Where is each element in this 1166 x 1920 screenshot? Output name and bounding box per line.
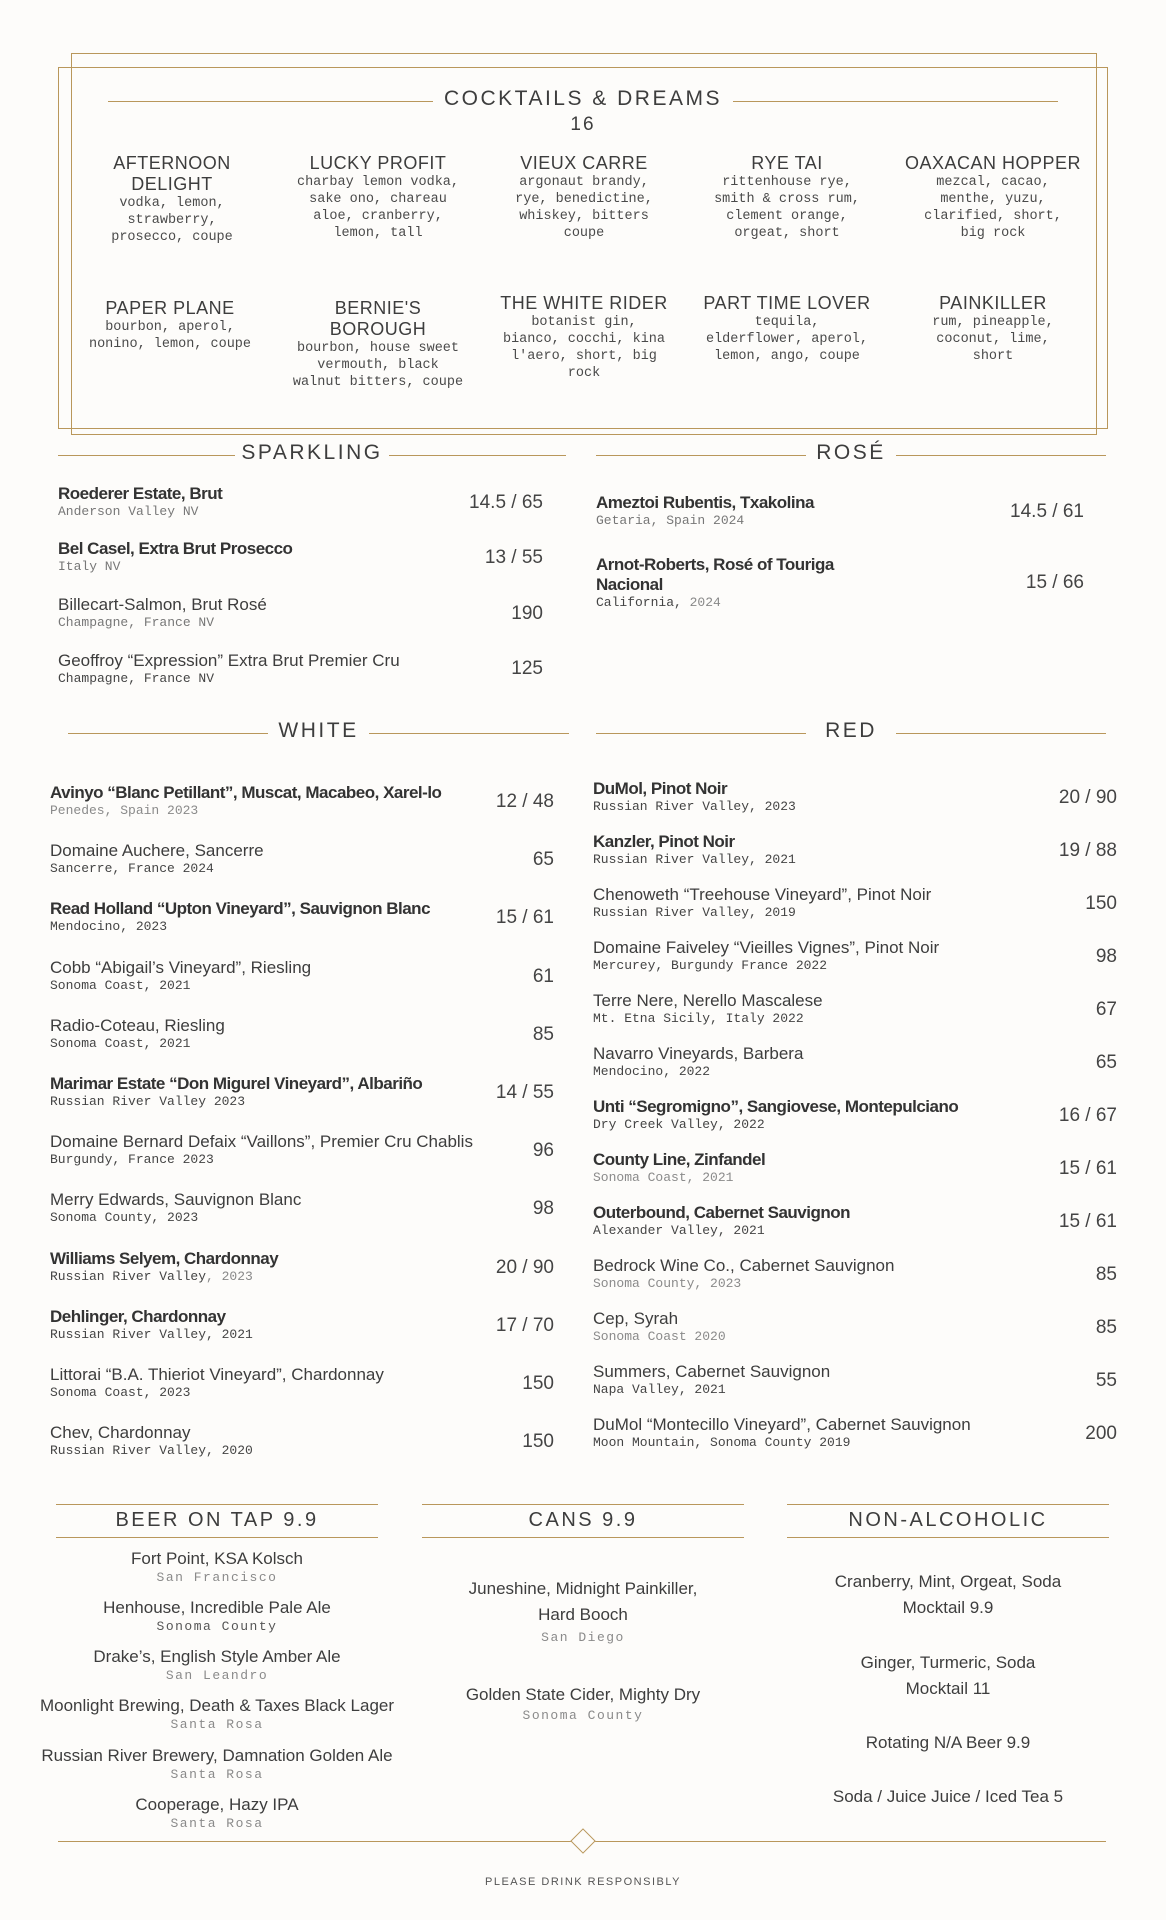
wine-item bbox=[593, 1256, 894, 1292]
wine-origin: Mendocino, 2023 bbox=[50, 919, 168, 935]
wine-price: 12 / 48 bbox=[495, 791, 554, 812]
na-name: Soda / Juice Juice / Iced Tea 5 bbox=[832, 1787, 1064, 1806]
cans-title: CANS 9.9 bbox=[528, 1509, 638, 1531]
cocktail-name: PAPER PLANE bbox=[105, 298, 235, 318]
cocktail-item bbox=[489, 293, 679, 382]
cocktail-desc: charbay lemon vodka, sake ono, chareau aloe, cranberry, lemon, tall bbox=[296, 175, 460, 241]
red-title: RED bbox=[825, 719, 877, 742]
wine-name: Billecart-Salmon, Brut Rosé bbox=[58, 595, 267, 614]
divider-line bbox=[369, 733, 569, 734]
wine-name: Arnot-Roberts, Rosé of Touriga bbox=[596, 555, 834, 574]
wine-item bbox=[50, 1423, 253, 1459]
wine-price: 17 / 70 bbox=[495, 1314, 554, 1336]
wine-item bbox=[50, 1307, 253, 1343]
beer-origin: Sonoma County bbox=[156, 1619, 278, 1634]
wine-name: Navarro Vineyards, Barbera bbox=[593, 1044, 804, 1063]
can-origin: San Diego bbox=[541, 1630, 625, 1645]
wine-name: Chev, Chardonnay bbox=[50, 1423, 191, 1443]
wine-item bbox=[58, 595, 267, 631]
cocktail-item bbox=[75, 298, 265, 353]
wine-price: 15 / 61 bbox=[1058, 1211, 1117, 1232]
wine-price: 13 / 55 bbox=[484, 547, 543, 568]
wine-price: 19 / 88 bbox=[1058, 840, 1117, 861]
wine-item bbox=[58, 484, 222, 520]
beer-name: Henhouse, Incredible Pale Ale bbox=[103, 1598, 331, 1617]
wine-price: 125 bbox=[511, 658, 543, 679]
wine-name: Chenoweth “Treehouse Vineyard”, Pinot Noir bbox=[593, 885, 932, 904]
wine-origin: Getaria, Spain 2024 bbox=[596, 513, 745, 528]
wine-price: 200 bbox=[1085, 1423, 1117, 1444]
wine-origin: Moon Mountain, Sonoma County 2019 bbox=[593, 1435, 851, 1450]
wine-price: 85 bbox=[1095, 1317, 1117, 1338]
wine-price: 16 / 67 bbox=[1058, 1105, 1117, 1126]
wine-item bbox=[50, 1074, 422, 1110]
na-item bbox=[787, 1569, 1109, 1621]
wine-item bbox=[50, 1016, 225, 1052]
wine-item bbox=[50, 958, 311, 994]
wine-item bbox=[593, 991, 823, 1027]
wine-item bbox=[593, 1362, 830, 1398]
beer-origin: Santa Rosa bbox=[170, 1717, 264, 1732]
wine-price: 150 bbox=[522, 1431, 554, 1453]
divider-line bbox=[596, 733, 806, 734]
wine-price: 190 bbox=[511, 603, 543, 624]
wine-price: 14.5 / 61 bbox=[1010, 501, 1084, 522]
can-item bbox=[422, 1576, 744, 1645]
divider-line bbox=[422, 1504, 744, 1505]
wine-price: 15 / 61 bbox=[1058, 1158, 1117, 1179]
cocktail-name: PAINKILLER bbox=[939, 293, 1047, 313]
wine-origin: Champagne, France NV bbox=[58, 615, 215, 630]
wine-price: 150 bbox=[522, 1373, 554, 1394]
cocktail-desc: argonaut brandy, rye, benedictine, whiskey, bitters coupe bbox=[515, 175, 653, 241]
beer-item bbox=[36, 1695, 398, 1732]
wine-origin-region: California, bbox=[596, 595, 682, 610]
divider-line bbox=[56, 1504, 378, 1505]
cocktails-price: 16 bbox=[570, 114, 596, 135]
wine-origin: Sonoma Coast, 2021 bbox=[50, 1035, 191, 1051]
wine-item bbox=[50, 1249, 278, 1285]
divider-line bbox=[68, 733, 268, 734]
cocktail-item bbox=[898, 153, 1088, 242]
beer-item bbox=[36, 1597, 398, 1634]
wine-name: Ameztoi Rubentis, Txakolina bbox=[596, 493, 814, 512]
divider-line bbox=[787, 1504, 1109, 1505]
wine-name: Geoffroy “Expression” Extra Brut Premier Cru bbox=[58, 651, 400, 670]
wine-name: Merry Edwards, Sauvignon Blanc bbox=[50, 1190, 302, 1210]
wine-origin: Napa Valley, 2021 bbox=[593, 1382, 726, 1397]
cocktail-name: BERNIE'S BOROUGH bbox=[329, 298, 427, 339]
wine-item bbox=[50, 1365, 384, 1401]
wine-item bbox=[593, 1415, 971, 1451]
sparkling-title: SPARKLING bbox=[241, 441, 383, 464]
na-name: Cranberry, Mint, Orgeat, Soda bbox=[834, 1572, 1062, 1591]
wine-name: Dehlinger, Chardonnay bbox=[50, 1306, 226, 1326]
wine-name: Roederer Estate, Brut bbox=[58, 484, 223, 503]
wine-name: Bedrock Wine Co., Cabernet Sauvignon bbox=[593, 1256, 895, 1275]
wine-item bbox=[593, 1203, 850, 1239]
divider-line bbox=[389, 455, 566, 456]
wine-price: 65 bbox=[1095, 1052, 1117, 1073]
divider-line bbox=[58, 455, 235, 456]
beer-name: Fort Point, KSA Kolsch bbox=[131, 1549, 303, 1568]
na-price: Mocktail 11 bbox=[905, 1679, 991, 1698]
wine-origin: Sonoma Coast, 2021 bbox=[50, 977, 191, 993]
wine-price: 14.5 / 65 bbox=[469, 492, 543, 513]
wine-origin: Russian River Valley, 2020 bbox=[50, 1443, 253, 1459]
wine-name-cont: Nacional bbox=[596, 575, 663, 594]
cocktail-desc: bourbon, aperol, nonino, lemon, coupe bbox=[88, 320, 252, 352]
cocktail-desc: botanist gin, bianco, cocchi, kina l'aero, short, big rock bbox=[502, 315, 666, 381]
wine-name: Littorai “B.A. Thieriot Vineyard”, Chardonnay bbox=[50, 1365, 384, 1384]
cocktail-item bbox=[283, 153, 473, 242]
beer-item bbox=[36, 1794, 398, 1831]
rose-title: ROSÉ bbox=[816, 441, 886, 464]
cocktail-item bbox=[77, 153, 267, 246]
wine-name: Cep, Syrah bbox=[593, 1309, 679, 1328]
can-item bbox=[422, 1682, 744, 1723]
wine-price: 15 / 66 bbox=[1025, 572, 1084, 593]
na-price: Mocktail 9.9 bbox=[902, 1598, 994, 1617]
wine-origin: Mt. Etna Sicily, Italy 2022 bbox=[593, 1011, 804, 1026]
wine-origin: Dry Creek Valley, 2022 bbox=[593, 1117, 765, 1132]
wine-name: Domaine Auchere, Sancerre bbox=[50, 841, 264, 861]
wine-item bbox=[50, 1190, 301, 1226]
wine-item bbox=[50, 899, 430, 935]
wine-item bbox=[596, 493, 814, 529]
wine-price: 65 bbox=[532, 849, 554, 871]
wine-origin: Russian River Valley, 2021 bbox=[593, 852, 796, 867]
wine-price: 14 / 55 bbox=[495, 1082, 554, 1103]
wine-origin: Russian River Valley, 2019 bbox=[593, 905, 796, 920]
wine-price: 55 bbox=[1095, 1370, 1117, 1391]
wine-item bbox=[593, 885, 931, 921]
wine-item bbox=[593, 1150, 765, 1186]
beer-origin: Santa Rosa bbox=[170, 1816, 264, 1831]
wine-origin: Sonoma Coast, 2023 bbox=[50, 1385, 191, 1400]
can-name: Golden State Cider, Mighty Dry bbox=[465, 1685, 701, 1704]
wine-price: 67 bbox=[1095, 999, 1117, 1020]
wine-origin: Mercurey, Burgundy France 2022 bbox=[593, 958, 828, 973]
divider-line bbox=[896, 733, 1106, 734]
cocktail-name: OAXACAN HOPPER bbox=[904, 153, 1082, 173]
wine-name: Read Holland “Upton Vineyard”, Sauvignon Blanc bbox=[50, 899, 431, 919]
wine-item bbox=[58, 651, 400, 687]
wine-origin: Sancerre, France 2024 bbox=[50, 861, 214, 877]
wine-origin-region: Russian River Valley bbox=[50, 1268, 207, 1284]
divider-line bbox=[596, 455, 806, 456]
wine-name: Avinyo “Blanc Petillant”, Muscat, Macabeo, Xarel-lo bbox=[50, 783, 442, 802]
wine-item bbox=[58, 539, 292, 575]
wine-price: 20 / 90 bbox=[1058, 787, 1117, 808]
wine-item bbox=[593, 779, 796, 815]
wine-name: Kanzler, Pinot Noir bbox=[593, 832, 735, 851]
diamond-ornament-icon bbox=[570, 1828, 595, 1853]
wine-name: DuMol “Montecillo Vineyard”, Cabernet Sauvignon bbox=[593, 1415, 971, 1434]
wine-origin: Mendocino, 2022 bbox=[593, 1064, 711, 1079]
wine-item bbox=[593, 938, 939, 974]
wine-name: DuMol, Pinot Noir bbox=[593, 779, 728, 798]
beer-item bbox=[36, 1745, 398, 1782]
wine-origin: Russian River Valley, 2023 bbox=[593, 799, 796, 814]
cocktail-item bbox=[489, 153, 679, 242]
cocktail-desc: rum, pineapple, coconut, lime, short bbox=[932, 315, 1054, 364]
wine-name: Terre Nere, Nerello Mascalese bbox=[593, 991, 823, 1010]
wine-name: Summers, Cabernet Sauvignon bbox=[593, 1362, 831, 1381]
wine-price: 20 / 90 bbox=[495, 1256, 554, 1278]
footer-note: PLEASE DRINK RESPONSIBLY bbox=[485, 1876, 681, 1888]
wine-name: Domaine Bernard Defaix “Vaillons”, Premier Cru Chablis bbox=[50, 1132, 473, 1152]
wine-item bbox=[593, 1044, 803, 1080]
wine-name: Domaine Faiveley “Vieilles Vignes”, Pinot Noir bbox=[593, 938, 940, 957]
cocktail-desc: tequila, elderflower, aperol, lemon, ango, coupe bbox=[705, 315, 869, 364]
beer-name: Moonlight Brewing, Death & Taxes Black Lager bbox=[39, 1696, 395, 1715]
beer-item bbox=[36, 1646, 398, 1683]
wine-name: Outerbound, Cabernet Sauvignon bbox=[593, 1203, 851, 1222]
wine-origin: Anderson Valley NV bbox=[58, 504, 199, 519]
wine-item bbox=[593, 1097, 958, 1133]
divider-line bbox=[422, 1537, 744, 1538]
divider-line bbox=[56, 1537, 378, 1538]
na-name: Rotating N/A Beer 9.9 bbox=[865, 1733, 1031, 1752]
divider-line bbox=[733, 101, 1058, 102]
wine-item bbox=[50, 783, 441, 819]
non-alcoholic-title: NON-ALCOHOLIC bbox=[848, 1509, 1048, 1531]
wine-name: Williams Selyem, Chardonnay bbox=[50, 1248, 279, 1268]
wine-origin bbox=[50, 1269, 278, 1285]
wine-name: County Line, Zinfandel bbox=[593, 1150, 766, 1169]
wine-item bbox=[50, 841, 264, 877]
wine-name: Unti “Segromigno”, Sangiovese, Montepulciano bbox=[593, 1097, 959, 1116]
wine-origin: Penedes, Spain 2023 bbox=[50, 803, 199, 818]
divider-line bbox=[896, 455, 1106, 456]
divider-line bbox=[787, 1537, 1109, 1538]
na-item bbox=[787, 1650, 1109, 1702]
cocktail-name: THE WHITE RIDER bbox=[500, 293, 668, 313]
divider-line bbox=[108, 101, 433, 102]
wine-origin: Burgundy, France 2023 bbox=[50, 1152, 214, 1168]
can-name-cont: Hard Booch bbox=[538, 1605, 628, 1624]
wine-price: 15 / 61 bbox=[495, 907, 554, 929]
cocktails-title: COCKTAILS & DREAMS bbox=[444, 87, 722, 110]
wine-origin-year: , 2023 bbox=[206, 1268, 253, 1284]
cocktail-item bbox=[692, 293, 882, 365]
white-title: WHITE bbox=[278, 719, 359, 742]
wine-name: Cobb “Abigail’s Vineyard”, Riesling bbox=[50, 957, 312, 977]
beer-origin: Santa Rosa bbox=[170, 1767, 264, 1782]
beer-origin: San Francisco bbox=[156, 1570, 278, 1585]
wine-price: 150 bbox=[1085, 893, 1117, 914]
can-origin: Sonoma County bbox=[522, 1708, 644, 1723]
wine-item bbox=[593, 1309, 726, 1345]
wine-price: 85 bbox=[532, 1023, 554, 1045]
cocktail-item bbox=[692, 153, 882, 242]
na-item bbox=[787, 1784, 1109, 1810]
wine-origin: Sonoma County, 2023 bbox=[50, 1210, 199, 1226]
wine-name: Radio-Coteau, Riesling bbox=[50, 1015, 225, 1035]
na-item bbox=[787, 1730, 1109, 1756]
wine-origin: Sonoma Coast 2020 bbox=[593, 1329, 726, 1344]
wine-origin: Sonoma County, 2023 bbox=[593, 1276, 742, 1291]
beer-item bbox=[36, 1548, 398, 1585]
beer-origin: San Leandro bbox=[165, 1668, 269, 1683]
wine-origin: Russian River Valley, 2021 bbox=[50, 1326, 253, 1342]
cocktail-desc: mezcal, cacao, menthe, yuzu, clarified, short, big rock bbox=[924, 175, 1062, 241]
na-name: Ginger, Turmeric, Soda bbox=[860, 1653, 1036, 1672]
can-name: Juneshine, Midnight Painkiller, bbox=[468, 1579, 698, 1598]
wine-price: 96 bbox=[532, 1140, 554, 1162]
cocktail-desc: rittenhouse rye, smith & cross rum, clement orange, orgeat, short bbox=[714, 175, 860, 241]
cocktail-name: PART TIME LOVER bbox=[703, 293, 871, 313]
wine-origin bbox=[596, 595, 834, 611]
wine-origin: Sonoma Coast, 2021 bbox=[593, 1170, 734, 1185]
cocktail-item bbox=[898, 293, 1088, 365]
wine-item bbox=[596, 555, 834, 611]
wine-price: 85 bbox=[1095, 1264, 1117, 1285]
cocktail-name: LUCKY PROFIT bbox=[309, 153, 447, 173]
cocktail-name: VIEUX CARRE bbox=[520, 153, 648, 173]
wine-origin: Alexander Valley, 2021 bbox=[593, 1223, 765, 1238]
cocktail-desc: bourbon, house sweet vermouth, black walnut bitters, coupe bbox=[292, 341, 464, 390]
beer-name: Drake’s, English Style Amber Ale bbox=[93, 1647, 341, 1666]
wine-item bbox=[50, 1132, 473, 1168]
wine-price: 98 bbox=[1095, 946, 1117, 967]
cocktail-desc: vodka, lemon, strawberry, prosecco, coupe bbox=[111, 196, 233, 245]
wine-name: Bel Casel, Extra Brut Prosecco bbox=[58, 539, 293, 558]
wine-origin: Russian River Valley 2023 bbox=[50, 1094, 246, 1109]
cocktail-name: RYE TAI bbox=[751, 153, 823, 173]
wine-item bbox=[593, 832, 796, 868]
wine-price: 98 bbox=[532, 1198, 554, 1220]
cocktail-name: AFTERNOON DELIGHT bbox=[113, 153, 231, 194]
wine-origin: Champagne, France NV bbox=[58, 671, 215, 686]
wine-origin-year: 2024 bbox=[681, 595, 721, 610]
cocktail-item bbox=[283, 298, 473, 391]
beer-title: BEER ON TAP 9.9 bbox=[115, 1509, 319, 1531]
wine-name: Marimar Estate “Don Migurel Vineyard”, Albariño bbox=[50, 1074, 423, 1093]
beer-name: Cooperage, Hazy IPA bbox=[135, 1795, 299, 1814]
wine-origin: Italy NV bbox=[58, 559, 121, 574]
beer-name: Russian River Brewery, Damnation Golden Ale bbox=[41, 1746, 393, 1765]
wine-price: 61 bbox=[532, 965, 554, 987]
